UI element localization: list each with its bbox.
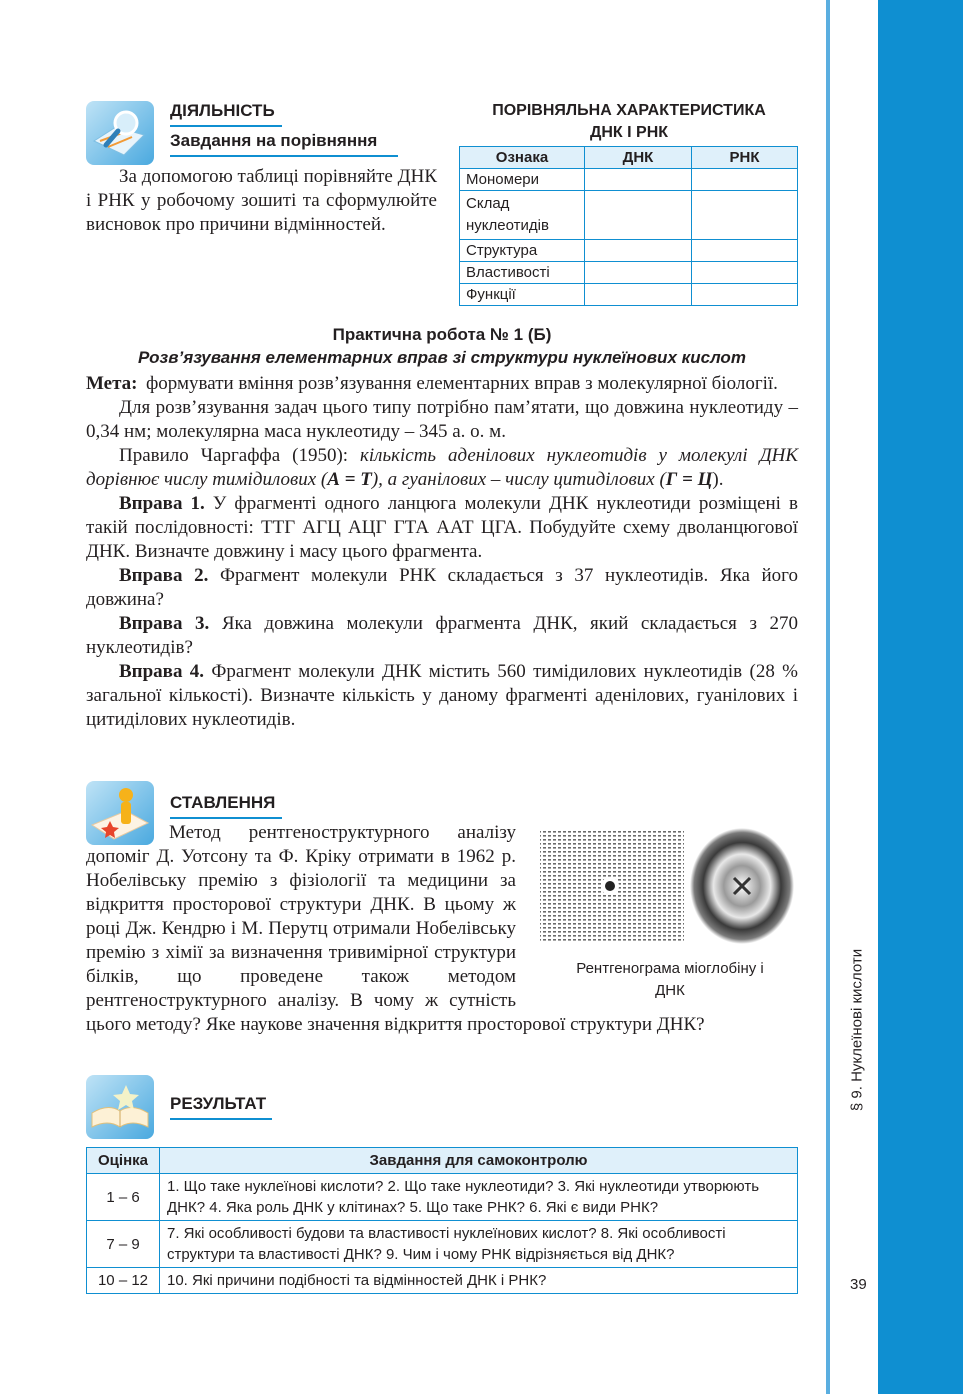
tasks-cell: 7. Які особливості будови та властивості нуклеїнових кислот? 8. Які особливості структури та властивості ДНК? 9. Чим і чому РНК відрізняється від ДНК? bbox=[160, 1221, 798, 1268]
activity-heading: ДІЯЛЬНІСТЬ bbox=[170, 101, 282, 127]
exercise-1: Вправа 1. У фрагменті одного ланцюга молекули ДНК нуклеотиди розміщені в такій послідовності: ТТГ АГЦ АЦГ ГТА ААТ ЦГА. Побудуйте схему дволанцюгової ДНК. Визначте довжину і масу цього фрагмента. bbox=[86, 493, 799, 562]
practical-body bbox=[86, 372, 798, 732]
score-cell: 10 – 12 bbox=[87, 1268, 160, 1294]
result-table bbox=[86, 1147, 798, 1294]
activity-subheading: Завдання на порівняння bbox=[170, 131, 398, 157]
sidebar-accent-line bbox=[826, 0, 830, 1394]
comparison-row-label: Структура bbox=[460, 240, 585, 262]
attitude-heading: СТАВЛЕННЯ bbox=[170, 793, 282, 819]
comparison-row-label: Властивості bbox=[460, 262, 585, 284]
comparison-title: ПОРІВНЯЛЬНА ХАРАКТЕРИСТИКА ДНК І РНК bbox=[492, 102, 766, 141]
page-number: 39 bbox=[850, 1276, 867, 1293]
tasks-cell: 10. Які причини подібності та відмінностей ДНК і РНК? bbox=[160, 1268, 798, 1294]
goal-label: Мета: bbox=[86, 373, 138, 394]
result-header: Завдання для самоконтролю bbox=[160, 1148, 798, 1174]
exercise-3: Вправа 3. Яка довжина молекули фрагмента ДНК, який складається з 270 нуклеотидів? bbox=[86, 613, 798, 658]
comparison-header: ДНК bbox=[585, 147, 692, 169]
comparison-row-label: Мономери bbox=[460, 169, 585, 191]
comparison-header: РНК bbox=[692, 147, 798, 169]
practical-subtitle: Розв’язування елементарних вправ зі структури нуклеїнових кислот bbox=[138, 348, 746, 367]
xray-caption: Рентгенограма міоглобіну і ДНК bbox=[576, 960, 764, 999]
tasks-cell: 1. Що таке нуклеїнові кислоти? 2. Що таке нуклеотиди? 3. Які нуклеотиди утворюють ДНК? 4. Яка роль ДНК у клітинах? 5. Що таке РНК? 6. Які є види РНК? bbox=[160, 1174, 798, 1221]
practical-title: Практична робота № 1 (Б) bbox=[332, 325, 552, 344]
activity-text: За допомогою таблиці порівняйте ДНК і РНК у робочому зошиті та сформулюйте висновок про причини відмінностей. bbox=[86, 166, 437, 235]
comparison-header: Ознака bbox=[460, 147, 585, 169]
chapter-label: § 9. Нуклеїнові кислоти bbox=[848, 948, 866, 1112]
exercise-4: Вправа 4. Фрагмент молекули ДНК містить 560 тимідилових нуклеотидів (28 % загальної кількості). Визначте кількість у даному фрагменті аденілових, гуанілових і цитиділових нуклеотидів. bbox=[86, 661, 799, 730]
table-row bbox=[87, 1268, 798, 1294]
chapter-sidebar bbox=[878, 0, 963, 1394]
goal-text: формувати вміння розв’язування елементарних вправ з молекулярної біології. bbox=[146, 373, 778, 394]
chargaff-rule: Правило Чаргаффа (1950): кількість аденілових нуклеотидів у молекулі ДНК дорівнює числу тимідилових (А = Т), а гуанілових – числу цитиділових (Г = Ц). bbox=[86, 445, 798, 490]
table-row bbox=[87, 1174, 798, 1221]
open-book-icon bbox=[86, 1075, 154, 1139]
table-row bbox=[87, 1221, 798, 1268]
score-cell: 1 – 6 bbox=[87, 1174, 160, 1221]
result-header: Оцінка bbox=[87, 1148, 160, 1174]
exercise-2: Вправа 2. Фрагмент молекули РНК складається з 37 нуклеотидів. Яка його довжина? bbox=[86, 565, 798, 610]
comparison-row-label: Функції bbox=[460, 284, 585, 306]
magnifier-map-icon bbox=[86, 101, 154, 165]
score-cell: 7 – 9 bbox=[87, 1221, 160, 1268]
comparison-table bbox=[459, 146, 798, 306]
attitude-text: Метод рентгеноструктурного аналізу допоміг Д. Уотсону та Ф. Кріку отримати в 1962 р. Нобелівську премію з фізіології та медицини за відкриття просторової структури ДНК. В цьому ж році Дж. Кендрю і М. Перутц отримали Нобелівську премію з хімії за визначення тривимірної структури білків, що проведене також методом рентгеноструктурного аналізу. В чому ж сутність цього методу? Яке наукове значення відкриття просторової структури ДНК? bbox=[86, 822, 705, 1035]
comparison-row-label: Склад нуклеотидів bbox=[460, 191, 585, 240]
goal-row bbox=[86, 372, 798, 396]
result-heading: РЕЗУЛЬТАТ bbox=[170, 1094, 272, 1120]
nucleotide-facts: Для розв’язування задач цього типу потрібно пам’ятати, що довжина нуклеотиду – 0,34 нм; молекулярна маса нуклеотиду – 345 а. о. м. bbox=[86, 397, 798, 442]
